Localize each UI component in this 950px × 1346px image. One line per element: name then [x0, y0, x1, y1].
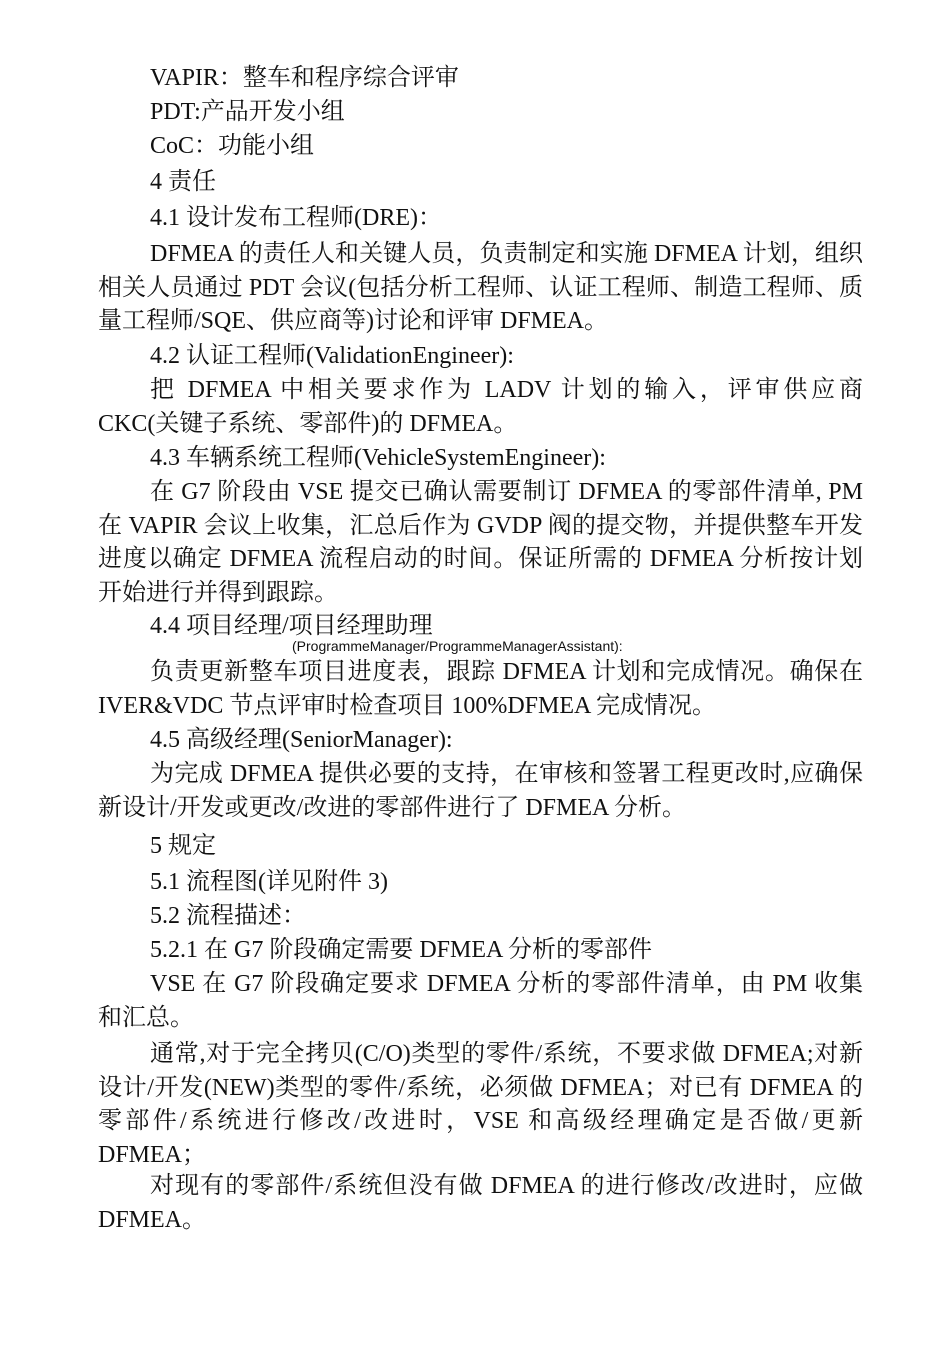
- subsection-heading-4-4: 4.4 项目经理/项目经理助理: [150, 613, 433, 639]
- subsection-heading-4-5: 4.5 高级经理(SeniorManager):: [150, 727, 453, 753]
- paragraph-vehicle-system-engineer: 在 G7 阶段由 VSE 提交已确认需要制订 DFMEA 的零部件清单, PM 在 VAPIR 会议上收集，汇总后作为 GVDP 阀的提交物，并提供整车开发进度以确定 DFMEA 流程启动的时间。保证所需的 DFMEA 分析按计划开始进行并得到跟踪。: [98, 479, 863, 606]
- section-heading-4: 4 责任: [150, 169, 216, 195]
- paragraph-dfmea-rules: 通常,对于完全拷贝(C/O)类型的零件/系统，不要求做 DFMEA;对新设计/开发(NEW)类型的零件/系统，必须做 DFMEA；对已有 DFMEA 的零部件/系统进行修改/改进时，VSE 和高级经理确定是否做/更新 DFMEA；: [98, 1041, 863, 1168]
- paragraph-existing-parts: 对现有的零部件/系统但没有做 DFMEA 的进行修改/改进时，应做 DFMEA。: [98, 1173, 863, 1233]
- paragraph-senior-manager: 为完成 DFMEA 提供必要的支持，在审核和签署工程更改时,应确保新设计/开发或更改/改进的零部件进行了 DFMEA 分析。: [98, 761, 863, 821]
- paragraph-vse-parts-list: VSE 在 G7 阶段确定要求 DFMEA 分析的零部件清单，由 PM 收集和汇总。: [98, 971, 863, 1031]
- subsection-heading-5-2: 5.2 流程描述：: [150, 903, 306, 929]
- paragraph-validation-engineer: 把 DFMEA 中相关要求作为 LADV 计划的输入，评审供应商 CKC(关键子系统、零部件)的 DFMEA。: [98, 377, 863, 437]
- subsection-heading-5-2-1: 5.2.1 在 G7 阶段确定需要 DFMEA 分析的零部件: [150, 937, 653, 963]
- definition-coc: CoC：功能小组: [150, 133, 315, 159]
- subsection-heading-4-3: 4.3 车辆系统工程师(VehicleSystemEngineer):: [150, 445, 606, 471]
- section-heading-5: 5 规定: [150, 833, 216, 859]
- paragraph-programme-manager: 负责更新整车项目进度表，跟踪 DFMEA 计划和完成情况。确保在 IVER&VDC 节点评审时检查项目 100%DFMEA 完成情况。: [98, 659, 863, 719]
- subsection-heading-4-4-english: (ProgrammeManager/ProgrammeManagerAssistant):: [292, 638, 623, 654]
- paragraph-dre: DFMEA 的责任人和关键人员，负责制定和实施 DFMEA 计划，组织相关人员通过 PDT 会议(包括分析工程师、认证工程师、制造工程师、质量工程师/SQE、供应商等)讨论和评审 DFMEA。: [98, 241, 863, 334]
- definition-pdt: PDT:产品开发小组: [150, 99, 345, 125]
- subsection-heading-5-1: 5.1 流程图(详见附件 3): [150, 869, 388, 895]
- definition-vapir: VAPIR：整车和程序综合评审: [150, 65, 459, 91]
- subsection-heading-4-2: 4.2 认证工程师(ValidationEngineer):: [150, 343, 514, 369]
- subsection-heading-4-1: 4.1 设计发布工程师(DRE)：: [150, 205, 442, 231]
